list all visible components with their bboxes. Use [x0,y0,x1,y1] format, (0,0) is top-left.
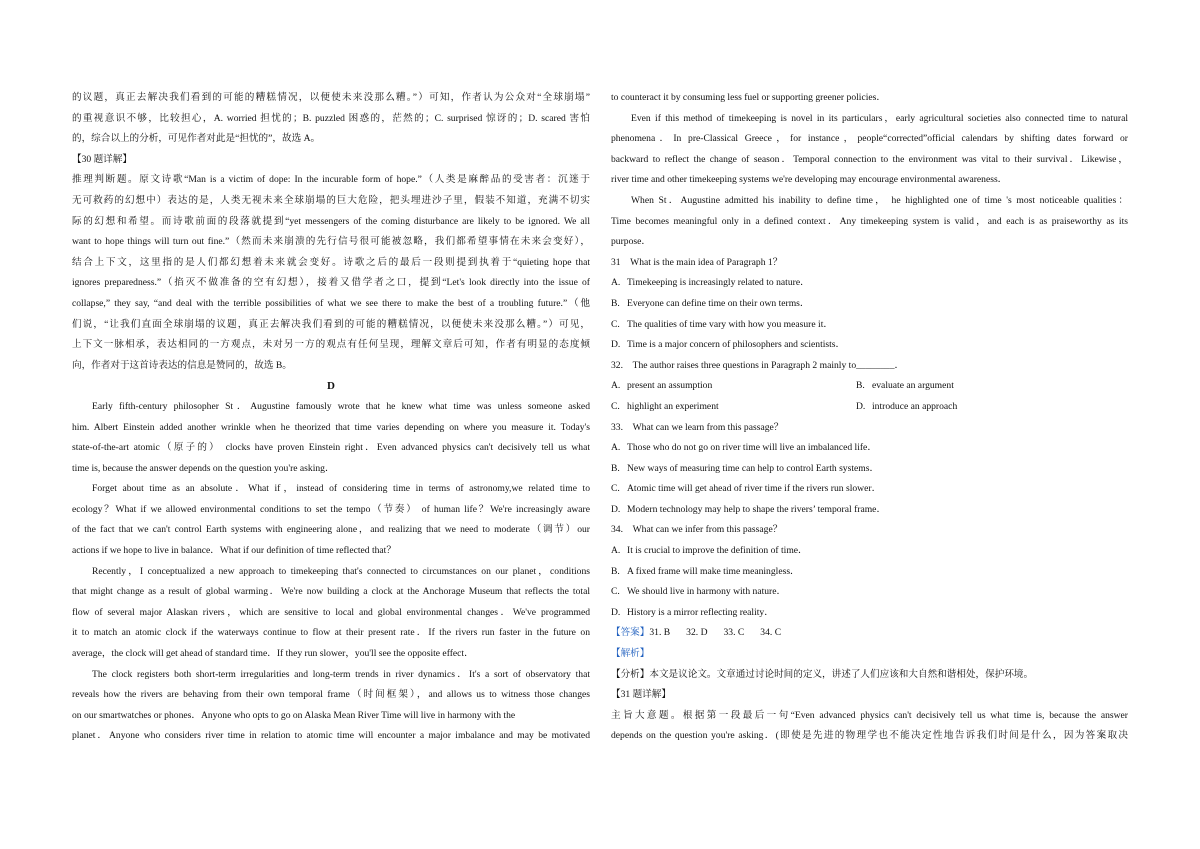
analysis-line: 际的幻想和希望。而诗歌前面的段落就提到“yet messengers of the coming disturbance are likely to be ignored. We all [72,215,590,227]
option-row [611,459,1128,480]
option-letter: C. [611,318,620,330]
option-item [611,483,881,494]
detail-line: depends on the question you're asking．(即使是先进的物理学也不能决定性地告诉我们时间是什么，因为答案取决 [611,730,1128,742]
analysis-line: want to hope things will turn out fine.”（然而未来崩溃的先行信号很可能被忽略，我们都希望事情在未来会变好）， [72,236,590,248]
analysis-line: 的议题，真正去解决我们看到的可能的糟糕情况，以便使未来没那么糟。”）可知，作者认为公众对“全球崩塌” [72,92,590,103]
passage-line: to counteract it by consuming less fuel or supporting greener policies． [611,92,886,103]
option-item [611,298,810,309]
option-item [611,607,774,618]
option-text: present an assumption [627,380,713,392]
option-row [611,541,1128,562]
analysis-line: 无可救药的幻想中）表达的是，人类无视未来全球崩塌的巨大危险，把头埋进沙子里，假装不知道，充满不切实 [72,194,590,206]
option-text: Time is a major concern of philosophers and scientists． [627,339,846,351]
option-letter: A. [611,277,621,289]
passage-line: flow of several major Alaskan rivers，which are sensitive to local and global environmental changes．We've programmed [72,606,590,618]
option-item [611,319,833,330]
analysis-line: 向，作者对于这首诗表达的信息是赞同的，故选 B。 [72,359,292,371]
passage-line: backward to reflect the change of season．Temporal connection to the environment was vital to their survival．Likewise， [611,153,1128,165]
passage-line: him. Albert Einstein added another wrinkle when he theorized that time varies depending on where you measure it. Today's [72,421,590,433]
detail-line: 主旨大意题。根据第一段最后一句“Even advanced physics can't decisively tell us what time is, because the answer [611,709,1128,721]
analysis-line: 结合上下文，这里指的是人们都幻想着未来就会变好。诗歌之后的最后一段则提到执着于“quieting hope that [72,256,590,268]
option-letter: B. [611,565,620,577]
passage-line: state-of-the-art atomic（原子的） clocks have proven Einstein right．Even advanced physics can't decisively tell us what [72,442,590,454]
answer-item: 34. C [760,627,782,639]
option-item [856,376,1101,397]
option-letter: B. [611,462,620,474]
option-row [611,438,1128,459]
passage-line: average，the clock will get ahead of standard time．If they run slower，you'll see the opposite effect． [72,648,474,660]
passage-line: on our smartwatches or phones．Anyone who opts to go on Alaska Mean River Time will live in harmony with the [72,709,516,721]
analysis-line: 的，综合以上的分析，可见作者对此是“担忧的”，故选 A。 [72,133,321,145]
option-letter: D. [611,606,621,618]
passage-line: actions if we hope to live in balance．What if our definition of time reflected that？ [72,545,396,557]
option-text: Modern technology may help to shape the rivers’ temporal frame． [627,503,887,515]
option-item [611,586,786,597]
answer-line [611,623,1128,644]
answer-label: 【答案】 [611,627,650,639]
option-row [611,376,1128,397]
question-stem: 34. What can we infer from this passage？ [611,524,783,536]
option-item [611,504,886,515]
left-column [72,88,590,747]
option-item [611,397,856,418]
option-row [611,500,1128,521]
option-item [611,463,879,474]
passage-line: it to match an atomic clock if the waterways continue to flow at their present rate．If the rivers run faster in the future on [72,627,590,639]
option-text: evaluate an argument [872,380,954,392]
passage-line: Forget about time as an absolute．What if，instead of considering time in terms of astronomy,we related time to [92,483,590,495]
option-letter: C. [611,400,620,412]
analysis-line: collapse,” they say, “and deal with the terrible possibilities of what we see there to make the best of a troubling future.”（他 [72,297,590,309]
option-text: Those who do not go on river time will live an imbalanced life． [627,442,877,454]
question-stem: 32. The author raises three questions in Paragraph 2 mainly to________． [611,359,905,371]
option-letter: A. [611,442,621,454]
option-item [611,277,810,288]
option-row [611,582,1128,603]
option-item [611,442,877,453]
option-letter: A. [611,380,621,392]
option-item [856,397,1101,418]
option-row [611,335,1128,356]
summary-line: 【分析】本文是议论文。文章通过讨论时间的定义，讲述了人们应该和大自然和谐相处，保护环境。 [611,668,1034,680]
section-heading: D [327,380,335,393]
option-letter: D. [611,503,621,515]
passage-line: Even if this method of timekeeping is novel in its particulars，early agricultural societies also connected time to natural [631,112,1128,124]
option-item [611,339,845,350]
option-text: We should live in harmony with nature． [627,586,787,598]
option-text: introduce an approach [872,400,958,412]
option-letter: A. [611,545,621,557]
option-text: It is crucial to improve the definition of time． [627,545,808,557]
passage-line: reveals how the rivers are behaving from their own temporal frame（时间框架），and allows us to witness those changes [72,689,590,701]
option-row [611,603,1128,624]
option-text: History is a mirror reflecting reality． [627,606,774,618]
option-text: The qualities of time vary with how you measure it． [627,318,833,330]
question-stem: 33. What can we learn from this passage？ [611,421,784,433]
passage-line: purpose． [611,236,651,248]
passage-line: that might change as a result of global warming．We're now building a clock at the Anchorage Museum that reflects the total [72,586,590,598]
passage-line: ecology？What if we allowed environmental conditions to set the tempo（节奏） of human life？We're increasingly aware [72,503,590,515]
option-letter: D. [611,339,621,351]
questions [611,253,1128,624]
option-row [611,315,1128,336]
question-stem: 31 What is the main idea of Paragraph 1？ [611,256,783,268]
option-text: New ways of measuring time can help to control Earth systems． [627,462,880,474]
passage-left [72,397,590,747]
answer-item: 32. D [686,627,708,639]
passage-line: time is, because the answer depends on the question you're asking． [72,462,335,474]
option-text: highlight an experiment [627,400,719,412]
passage-line: phenomena．In pre-Classical Greece，for instance，people“corrected”official calendars by shifting dates forward or [611,133,1128,145]
option-row [611,397,1128,418]
option-text: Everyone can define time on their own terms． [627,297,810,309]
option-text: Atomic time will get ahead of river time if the rivers run slower． [627,483,882,495]
analysis-label: 【解析】 [611,648,650,660]
passage-line: Early fifth-century philosopher St．Augustine famously wrote that he knew what time was unless someone asked [92,400,590,412]
passage-right [611,88,1128,253]
option-letter: C. [611,483,620,495]
option-item [611,545,808,556]
analysis-line: 推理判断题。原文诗歌“Man is a victim of dope: In the incurable form of hope.”（人类是麻醉品的受害者：沉迷于 [72,174,590,186]
right-column [611,88,1128,747]
answer-item: 33. C [723,627,745,639]
option-item [611,566,800,577]
option-item [611,376,856,397]
option-letter: B. [611,297,620,309]
option-letter: C. [611,586,620,598]
option-text: Timekeeping is increasingly related to nature． [627,277,810,289]
question-30-detail-heading: 【30 题详解】 [72,153,132,165]
analysis-line: ignores preparedness.”（掐灭不做准备的空有幻想），接着又借学者之口，提到“Let's look directly into the issue of [72,277,590,289]
option-row [611,479,1128,500]
passage-line: river time and other timekeeping systems we're developing may encourage environmental awareness． [611,174,1008,186]
answer-item: 31. B [649,627,671,639]
passage-line: planet．Anyone who considers river time in relation to atomic time will encounter a major imbalance and may be motivated [72,730,590,742]
option-letter: B. [856,380,865,392]
option-row [611,562,1128,583]
question-31-detail-heading: 【31 题详解】 [611,689,671,701]
option-row [611,273,1128,294]
option-letter: D. [856,400,866,412]
option-row [611,294,1128,315]
analysis-line: 们说，“让我们直面全球崩塌的议题，真正去解决我们看到的可能的糟糕情况，以便使未来没那么糟。”）可见， [72,318,590,330]
passage-line: Recently，I conceptualized a new approach to timekeeping that's connected to circumstances on our planet，conditions [92,565,590,577]
analysis-line: 的重视意识不够，比较担心，A. worried 担忧的；B. puzzled 困惑的，茫然的；C. surprised 惊讶的；D. scared 害怕 [72,112,590,124]
passage-line: When St．Augustine admitted his inability to define time， he highlighted one of time 's most noticeable qualities： [631,194,1128,206]
passage-line: of the fact that we can't control Earth systems with engineering alone，and realizing that we need to moderate（调节）our [72,524,590,536]
option-text: A fixed frame will make time meaningless． [627,565,800,577]
analysis-line: 上下文一脉相承，表达相同的一方观点，未对另一方的观点有任何呈现，理解文章后可知，作者有明显的态度倾 [72,339,590,351]
passage-line: The clock registers both short-term irregularities and long-term trends in river dynamics．It's a sort of observatory that [92,668,590,680]
passage-line: Time becomes meaningful only in a defined context．Any timekeeping system is valid，and each is as praiseworthy as its [611,215,1128,227]
